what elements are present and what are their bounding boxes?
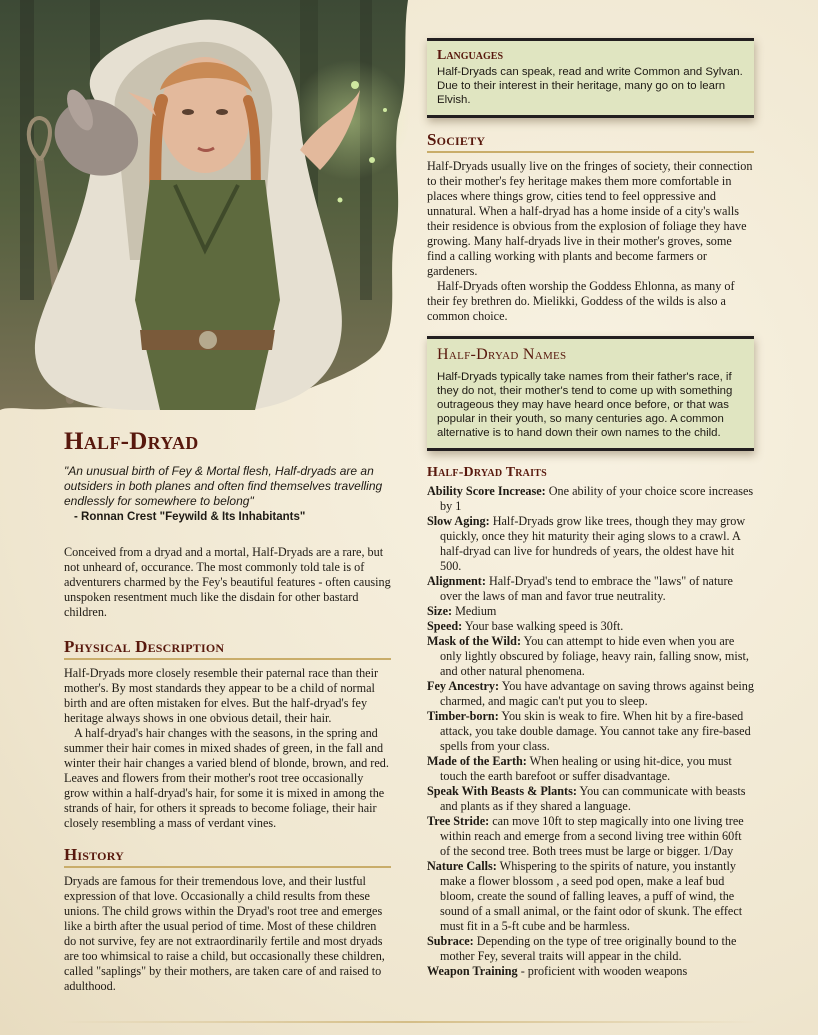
trait-speak-with-beasts: Speak With Beasts & Plants: You can communicate with beasts and plants as if they shared a language. — [427, 784, 746, 813]
trait-speed: Speed: Your base walking speed is 30ft. — [427, 619, 624, 633]
traits-list — [427, 484, 754, 979]
traits-heading: Half-Dryad Traits — [427, 465, 547, 480]
names-body: Half-Dryads typically take names from their father's race, if they do not, their mother's tend to come up with something outrageous they may have heard once before, or that was popular in their youth, so many centuries ago. A common alternative is to hand down their own names to the child. — [437, 371, 733, 439]
history-heading: History — [64, 845, 391, 868]
physical-description-heading: Physical Description — [64, 637, 391, 660]
trait-timber-born: Timber-born: You skin is weak to fire. When hit by a fire-based attack, you take double damage. You cannot take any fire-based spells from your class. — [427, 709, 751, 753]
physical-paragraph-2: A half-dryad's hair changes with the seasons, in the spring and summer their hair comes in mixed shades of green, in the fall and winter their hair changes a varied blend of blonde, brown, and red. Leaves and flowers from their mother's root tree occasionally grow within a half-dryad's hair, for some it is mixed in among the strands of hair, for others it spreads to become foliage, their hair closely resembling a mass of verdant vines. — [64, 726, 389, 830]
intro-paragraph: Conceived from a dryad and a mortal, Half-Dryads are a rare, but not unheard of, occurance. The most commonly told tale is of adventurers charmed by the Fey's beautiful features - often causing unspoken resentment much like the disdain for other bastard children. — [64, 545, 391, 619]
flavor-quote: "An unusual birth of Fey & Mortal flesh, Half-dryads are an outsiders in both planes and often find themselves travelling endlessly for somewhere to belong" — [64, 464, 383, 508]
trait-slow-aging: Slow Aging: Half-Dryads grow like trees, though they may grow quickly, once they hit maturity their aging slows to a crawl. A half-dryad can live for hundreds of years, the oldest have hit 500. — [427, 514, 746, 573]
trait-size: Size: Medium — [427, 604, 497, 618]
trait-ability-score: Ability Score Increase: One ability of your choice score increases by 1 — [427, 484, 754, 513]
trait-alignment: Alignment: Half-Dryad's tend to embrace the "laws" of nature over the laws of man and favor true neutrality. — [427, 574, 733, 603]
society-heading: Society — [427, 130, 754, 153]
trait-weapon-training: Weapon Training - proficient with wooden weapons — [427, 964, 688, 978]
history-paragraph: Dryads are famous for their tremendous love, and their lustful expression of that love. Occasionally a child results from these unions. The child grows within the Dryad's root tree and emerges like a birth after the usual period of time. Most of these children do not survive, fey are not extraordinarily fertile and most dryads are too whimsical to raise a child, but occasionally these children, called "saplings" by their mothers, are taken care of and raised to adulthood. — [64, 874, 385, 993]
trait-made-of-the-earth: Made of the Earth: When healing or using hit-dice, you must touch the earth barefoot or suffer disadvantage. — [427, 754, 732, 783]
names-title: Half-Dryad Names — [437, 346, 567, 363]
society-paragraph-1: Half-Dryads usually live on the fringes of society, their connection to their mother's fey heritage makes them more comfortable in places where things grow, cities tend to feel oppressive and unnatural. When a half-dryad has a home inside of a city's walls their residence is obvious from the explosion of foliage they have growing. Many half-dryads live in their mother's groves, some find a calling working with plants and become farmers or gardeners. — [427, 159, 753, 278]
society-paragraph-2: Half-Dryads often worship the Goddess Ehlonna, as many of their fey brethren do. Mielikki, Goddess of the wilds is also a common choice. — [427, 279, 735, 323]
physical-paragraph-1: Half-Dryads more closely resemble their paternal race than their mother's. By most standards they appear to be a child of normal birth and are often mistaken for elves. But the half-dryad's fey heritage always shows in one obvious detail, their hair. — [64, 666, 379, 725]
trait-subrace: Subrace: Depending on the type of tree originally bound to the mother Fey, several traits will appear in the child. — [427, 934, 737, 963]
left-column — [64, 428, 391, 994]
trait-fey-ancestry: Fey Ancestry: You have advantage on saving throws against being charmed, and magic can't put you to sleep. — [427, 679, 754, 708]
race-title: Half-Dryad — [64, 428, 199, 455]
languages-box — [427, 38, 754, 118]
trait-tree-stride: Tree Stride: can move 10ft to step magically into one living tree within reach and emerge from a second living tree within 60ft of the second tree. Both trees must be large or bigger. 1/Day — [427, 814, 744, 858]
footer-divider — [60, 1021, 758, 1023]
elf-druid-illustration — [0, 0, 412, 418]
quote-author: - Ronnan Crest "Feywild & Its Inhabitants" — [74, 511, 306, 523]
trait-nature-calls: Nature Calls: Whispering to the spirits of nature, you instantly make a flower blossom , a seed pod open, make a leaf bud bloom, create the sound of falling leaves, a puff of wind, the sound of a small animal, or the faint odor of skunk. The effect must fit in a 5-ft cube and be harmless. — [427, 859, 743, 933]
trait-mask-of-the-wild: Mask of the Wild: You can attempt to hide even when you are only lightly obscured by foliage, heavy rain, falling snow, mist, and other natural phenomena. — [427, 634, 749, 678]
right-column — [427, 38, 754, 979]
names-box — [427, 336, 754, 451]
languages-title: Languages — [437, 48, 504, 63]
languages-body: Half-Dryads can speak, read and write Common and Sylvan. Due to their interest in their heritage, many go on to learn Elvish. — [437, 66, 743, 106]
